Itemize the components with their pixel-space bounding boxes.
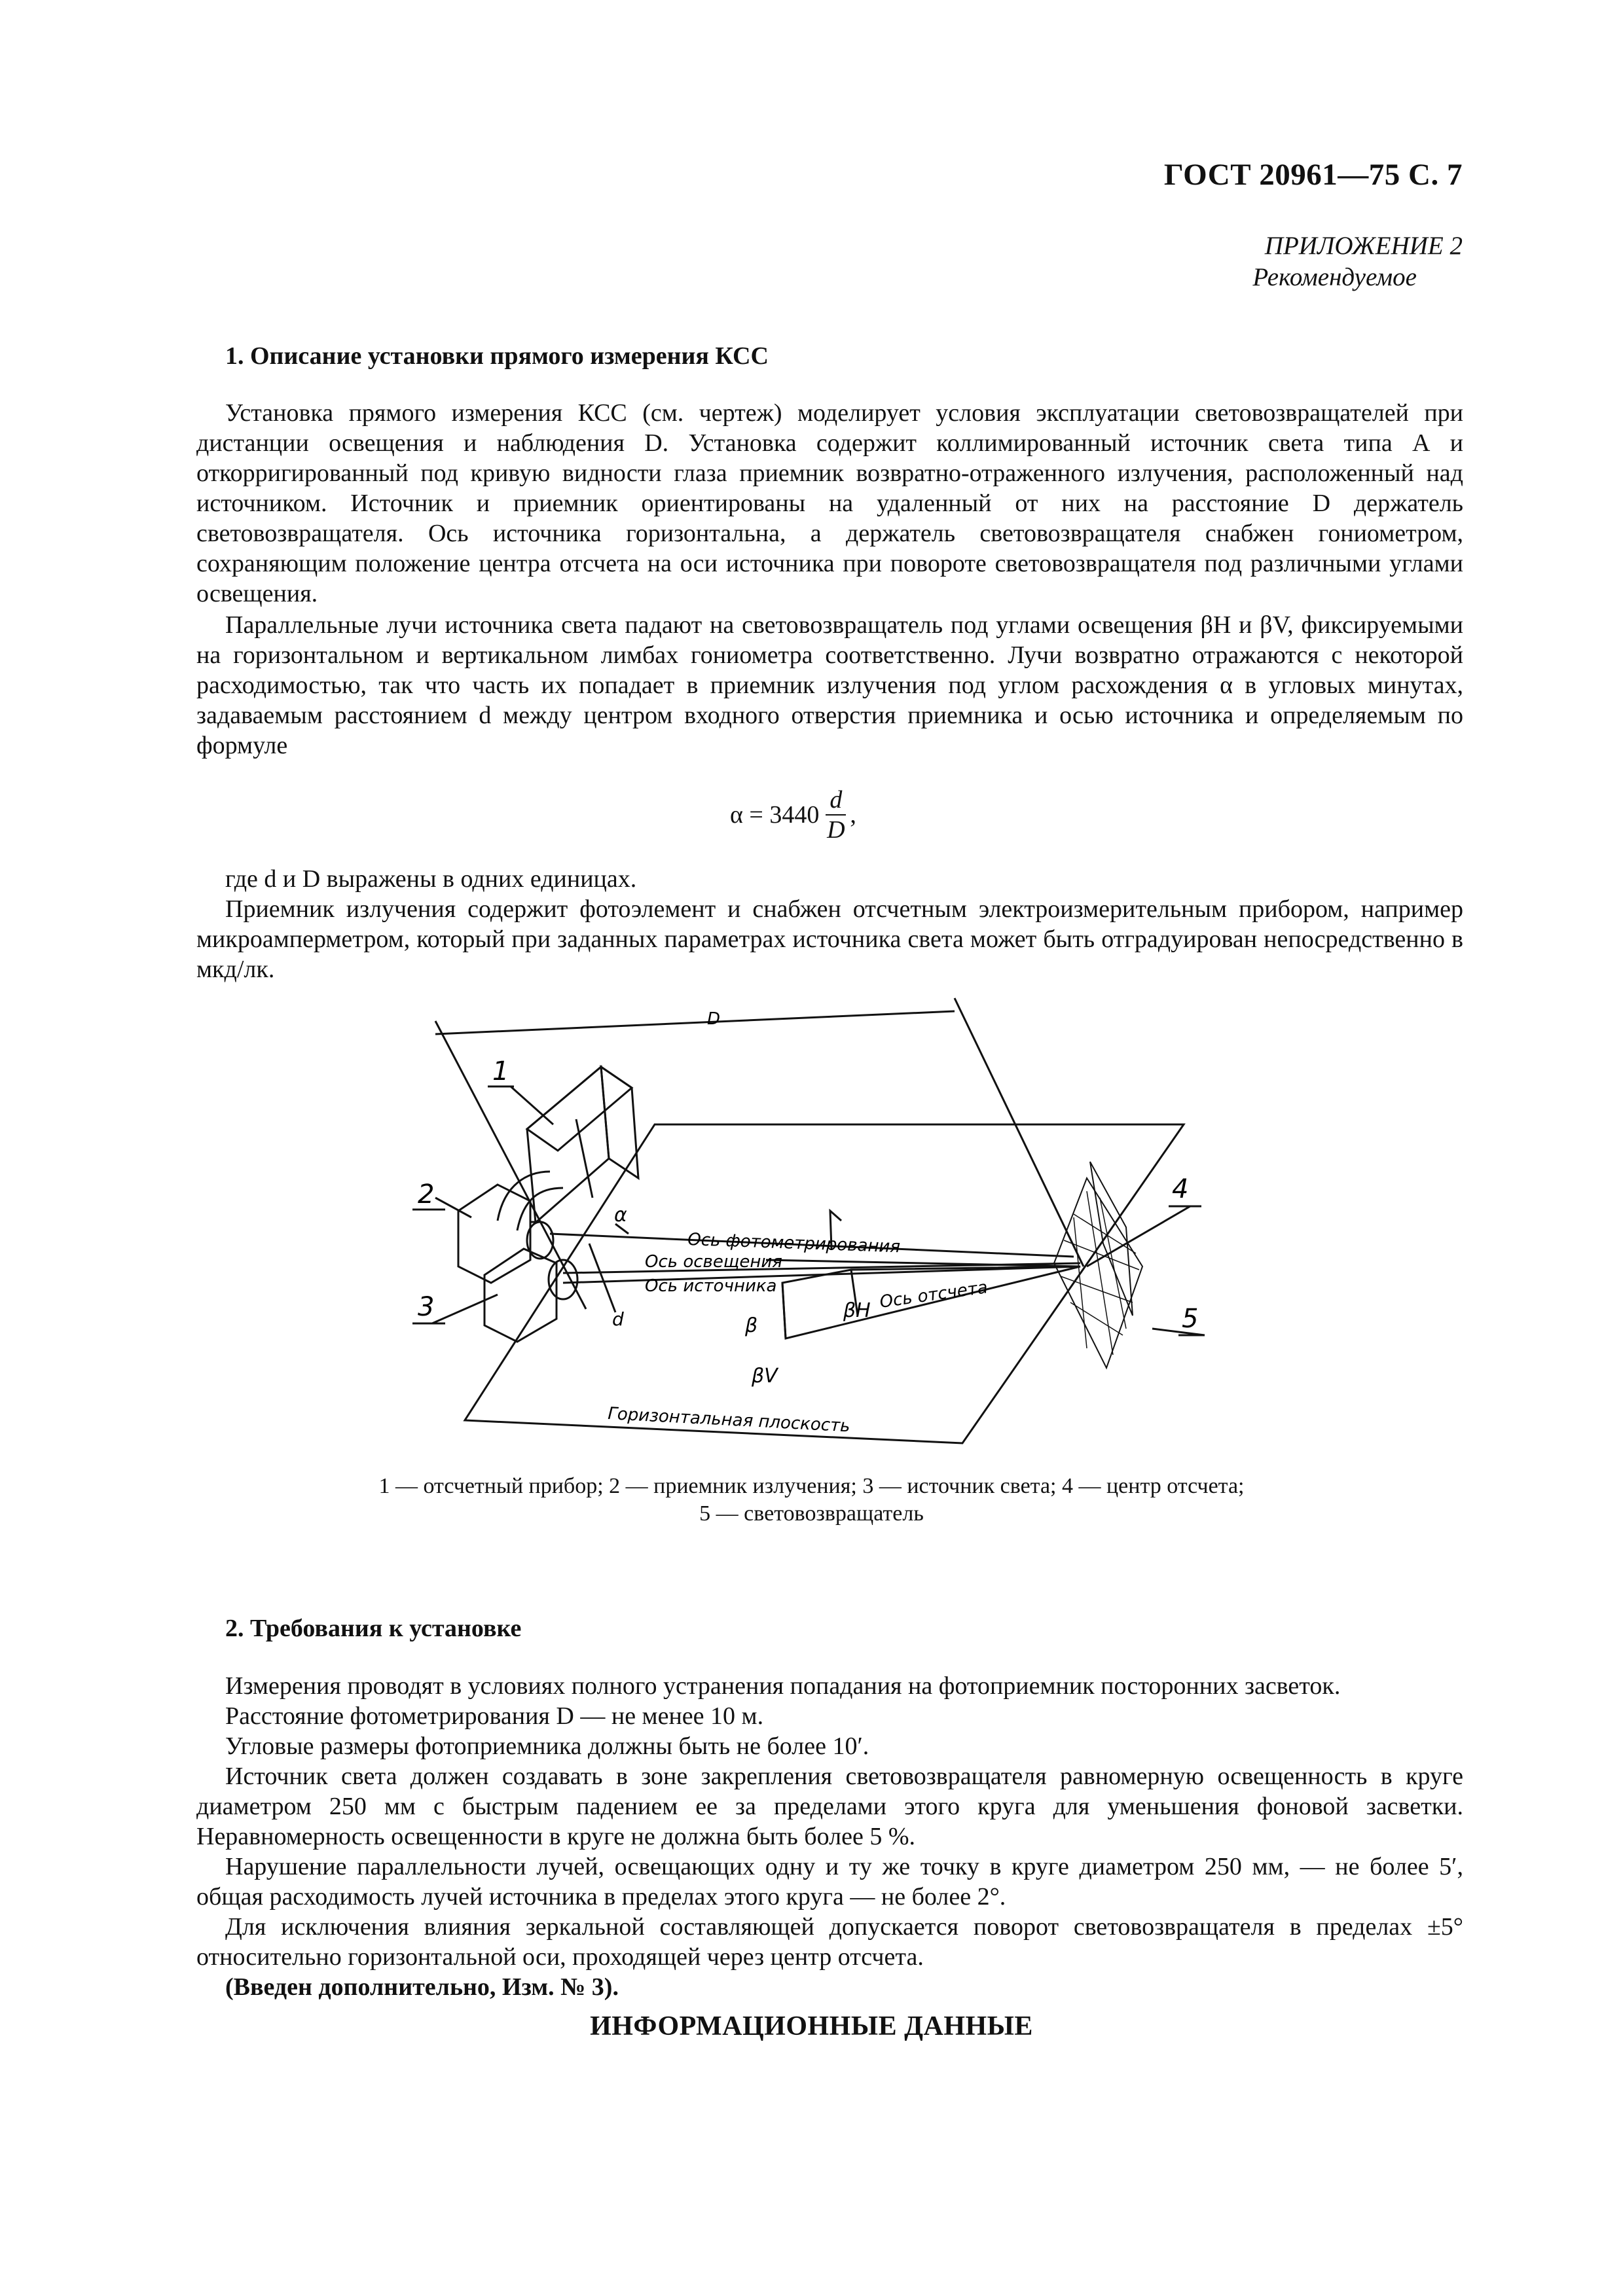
receiver-lens xyxy=(527,1222,553,1259)
label-beta: β xyxy=(745,1314,758,1337)
cable xyxy=(498,1172,550,1221)
appendix-label xyxy=(1252,230,1463,293)
leader-1 xyxy=(511,1086,553,1124)
appendix-subtitle: Рекомендуемое xyxy=(1252,263,1417,291)
formula-denominator: D xyxy=(827,816,845,844)
beta-prism xyxy=(830,1211,841,1249)
label-small-d: d xyxy=(612,1308,624,1330)
information-data-title: ИНФОРМАЦИОННЫЕ ДАННЫЕ xyxy=(590,2011,1033,2041)
illumination-axis xyxy=(563,1263,1080,1273)
meter-box-front xyxy=(527,1067,609,1223)
leader-2 xyxy=(435,1198,471,1217)
section2-paragraph-2: Расстояние фотометрирования D — не менее 10 м. xyxy=(225,1702,764,1730)
formula-numerator: d xyxy=(826,785,846,816)
section1-paragraph-3: где d и D выражены в одних единицах. xyxy=(225,865,637,893)
gost-header: ГОСТ 20961—75 С. 7 xyxy=(1163,158,1463,192)
horizontal-plane xyxy=(465,1124,1184,1443)
label-beta-h: βH xyxy=(843,1299,871,1322)
section2-heading: 2. Требования к установке xyxy=(225,1615,522,1642)
receiver-box xyxy=(458,1185,530,1283)
meter-box-side xyxy=(601,1067,638,1178)
section2-body xyxy=(196,1671,1463,2002)
appendix-title: ПРИЛОЖЕНИЕ 2 xyxy=(1264,232,1463,260)
leader-5 xyxy=(1152,1329,1205,1335)
alpha-formula xyxy=(730,785,856,844)
photometry-axis xyxy=(550,1234,1074,1257)
formula-end: , xyxy=(850,801,856,829)
label-reference-axis: Ось отсчета xyxy=(878,1278,989,1312)
section2-paragraph-1: Измерения проводят в условиях полного устранения попадания на фотоприемник посторонних засветок. xyxy=(225,1672,1341,1700)
section2-paragraph-3: Угловые размеры фотоприемника должны быть не более 10′. xyxy=(225,1732,869,1760)
formula-fraction xyxy=(826,785,846,844)
label-illumination-axis: Ось освещения xyxy=(645,1252,782,1272)
section1-heading: 1. Описание установки прямого измерения КСС xyxy=(225,342,769,370)
meter-box-top xyxy=(527,1067,632,1151)
section1-body xyxy=(196,398,1463,761)
label-dimension-d: D xyxy=(707,1009,721,1029)
source-box xyxy=(484,1249,556,1342)
retroreflector xyxy=(1090,1162,1133,1316)
section2-paragraph-6: Для исключения влияния зеркальной составляющей допускается поворот световозвращателя в пределах ±5° относительно горизонтальной оси, проходящей через центр отсчета. xyxy=(196,1913,1463,1971)
formula-left: α = 3440 xyxy=(730,801,820,829)
source-axis xyxy=(563,1266,1080,1283)
section1-paragraph-2: Параллельные лучи источника света падают на световозвращатель под углами освещения βH и βV, фиксируемыми на горизонтальном и вертикальном лимбах гониометра соответственно. Лучи возвратно отражаются с некоторой расходимостью, так что часть их попадает в приемник излучения под углом расхождения α в угловых минутах, задаваемым расстоянием d между центром входного отверстия приемника и осью источника и определяемым по формуле xyxy=(196,611,1463,759)
label-beta-v: βV xyxy=(752,1365,778,1388)
figure-caption-line-2: 5 — световозвращатель xyxy=(699,1501,924,1526)
label-alpha: α xyxy=(614,1204,627,1227)
label-4: 4 xyxy=(1172,1174,1189,1204)
label-horizontal-plane: Горизонтальная плоскость xyxy=(607,1404,851,1437)
amendment-note: (Введен дополнительно, Изм. № 3). xyxy=(225,1973,619,2001)
leader-4 xyxy=(1087,1206,1190,1266)
figure-caption-line-1: 1 — отсчетный прибор; 2 — приемник излучения; 3 — источник света; 4 — центр отсчета; xyxy=(378,1474,1245,1498)
label-1: 1 xyxy=(492,1056,509,1086)
dimension-d-line xyxy=(435,1011,955,1034)
dimension-d-ext-left xyxy=(435,1021,586,1309)
leader-3 xyxy=(432,1295,498,1323)
section2-paragraph-4: Источник света должен создавать в зоне закрепления световозвращателя равномерную освещенность в круге диаметром 250 мм с быстрым падением ее за пределами этого круга для уменьшения фоновой засветки. Неравномерность освещенности в круге не должна быть более 5 %. xyxy=(196,1763,1463,1850)
source-lens xyxy=(549,1260,577,1299)
section1-body-2 xyxy=(196,864,1463,984)
dimension-d-ext-right xyxy=(955,998,1084,1266)
section2-paragraph-5: Нарушение параллельности лучей, освещающих одну и ту же точку в круге диаметром 250 мм, — не более 5′, общая расходимость лучей источника в пределах этого круга — не более 2°. xyxy=(196,1853,1463,1910)
section1-paragraph-4: Приемник излучения содержит фотоэлемент и снабжен отсчетным электроизмерительным прибором, например микроамперметром, который при заданных параметрах источника света может быть отградуирован непосредственно в мкд/лк. xyxy=(196,895,1463,983)
label-photometry-axis: Ось фотометрирования xyxy=(687,1230,901,1257)
label-source-axis: Ось источника xyxy=(645,1276,777,1296)
label-3: 3 xyxy=(418,1292,435,1322)
section1-paragraph-1: Установка прямого измерения КСС (см. чертеж) моделирует условия эксплуатации световозвращателей при дистанции освещения и наблюдения D. Установка содержит коллимированный источник света типа А и откорригированный под кривую видности глаза приемник возвратно-отраженного излучения, расположенный над источником. Источник и приемник ориентированы на удаленный от них на расстояние D держатель световозвращателя. Ось источника горизонтальна, а держатель световозвращателя снабжен гониометром, сохраняющим положение центра отсчета на оси источника при повороте световозвращателя под различными углами освещения. xyxy=(196,399,1463,607)
label-2: 2 xyxy=(418,1179,435,1210)
label-5: 5 xyxy=(1182,1304,1199,1334)
